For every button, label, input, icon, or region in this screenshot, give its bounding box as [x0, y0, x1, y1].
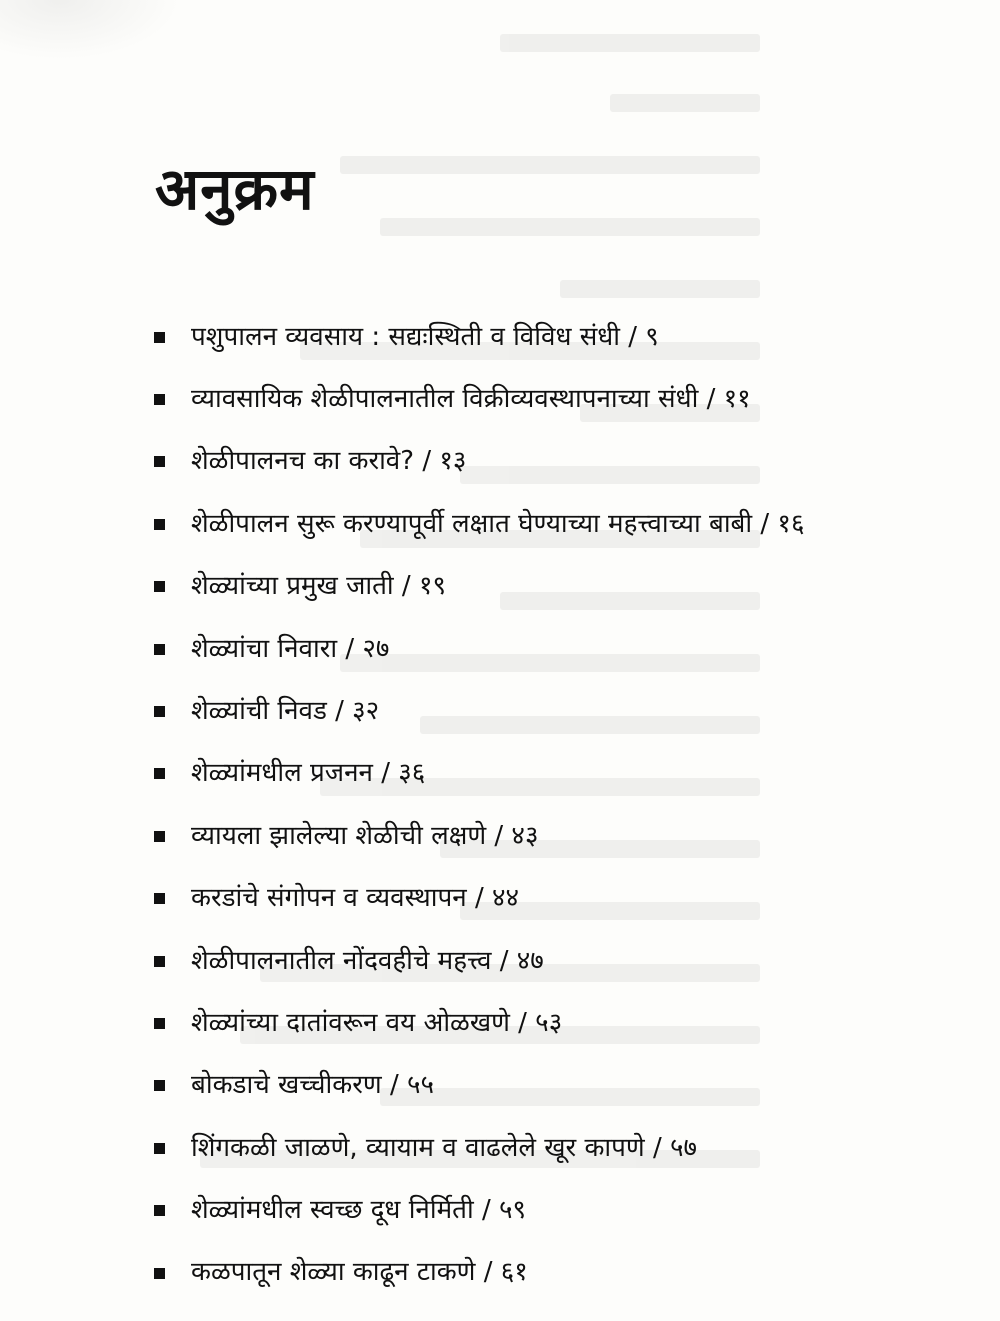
toc-entry [150, 743, 970, 805]
toc-entry-text: शेळ्यांच्या दातांवरून वय ओळखणे / ५३ [191, 1007, 563, 1038]
toc-entry [150, 306, 970, 368]
toc-entry-text: व्यायला झालेल्या शेळीची लक्षणे / ४३ [191, 820, 539, 851]
toc-entry-text: शेळ्यांमधील प्रजनन / ३६ [191, 758, 426, 789]
toc-entry [150, 431, 970, 493]
square-bullet-icon [154, 1080, 165, 1091]
square-bullet-icon [154, 768, 165, 779]
toc-entry-text: शेळ्यांची निवड / ३२ [191, 695, 380, 726]
square-bullet-icon [154, 956, 165, 967]
square-bullet-icon [154, 644, 165, 655]
toc-entry [150, 1242, 970, 1304]
toc-entry [150, 992, 970, 1054]
square-bullet-icon [154, 831, 165, 842]
toc-entry-text: शेळीपालन सुरू करण्यापूर्वी लक्षात घेण्याच्या महत्त्वाच्या बाबी / १६ [191, 508, 805, 539]
toc-entry [150, 1055, 970, 1117]
toc-entry [150, 930, 970, 992]
square-bullet-icon [154, 456, 165, 467]
toc-entry-text: शेळीपालनातील नोंदवहीचे महत्त्व / ४७ [191, 945, 544, 976]
toc-entry [150, 493, 970, 555]
square-bullet-icon [154, 1268, 165, 1279]
table-of-contents [150, 306, 970, 1304]
page-smudge [0, 0, 180, 60]
square-bullet-icon [154, 519, 165, 530]
toc-entry-text: बोकडाचे खच्चीकरण / ५५ [191, 1070, 435, 1101]
toc-entry [150, 1117, 970, 1179]
toc-entry-text: शेळ्यांच्या प्रमुख जाती / १९ [191, 571, 446, 602]
toc-entry [150, 368, 970, 430]
toc-entry-text: शिंगकळी जाळणे, व्यायाम व वाढलेले खूर कापणे / ५७ [191, 1132, 698, 1163]
toc-entry-text: शेळ्यांमधील स्वच्छ दूध निर्मिती / ५९ [191, 1195, 527, 1226]
square-bullet-icon [154, 1205, 165, 1216]
toc-entry [150, 556, 970, 618]
toc-entry-text: करडांचे संगोपन व व्यवस्थापन / ४४ [191, 883, 520, 914]
toc-entry [150, 618, 970, 680]
page-title: अनुक्रम [155, 155, 315, 223]
toc-entry-text: कळपातून शेळ्या काढून टाकणे / ६१ [191, 1257, 528, 1288]
square-bullet-icon [154, 706, 165, 717]
toc-entry-text: व्यावसायिक शेळीपालनातील विक्रीव्यवस्थापनाच्या संधी / ११ [191, 383, 751, 414]
toc-entry-text: पशुपालन व्यवसाय : सद्यःस्थिती व विविध संधी / ९ [191, 321, 659, 352]
square-bullet-icon [154, 1018, 165, 1029]
toc-entry [150, 805, 970, 867]
toc-entry-text: शेळ्यांचा निवारा / २७ [191, 633, 390, 664]
toc-entry [150, 1179, 970, 1241]
toc-entry [150, 868, 970, 930]
toc-entry [150, 680, 970, 742]
toc-entry-text: शेळीपालनच का करावे? / १३ [191, 446, 467, 477]
square-bullet-icon [154, 581, 165, 592]
square-bullet-icon [154, 1143, 165, 1154]
square-bullet-icon [154, 394, 165, 405]
square-bullet-icon [154, 332, 165, 343]
square-bullet-icon [154, 893, 165, 904]
